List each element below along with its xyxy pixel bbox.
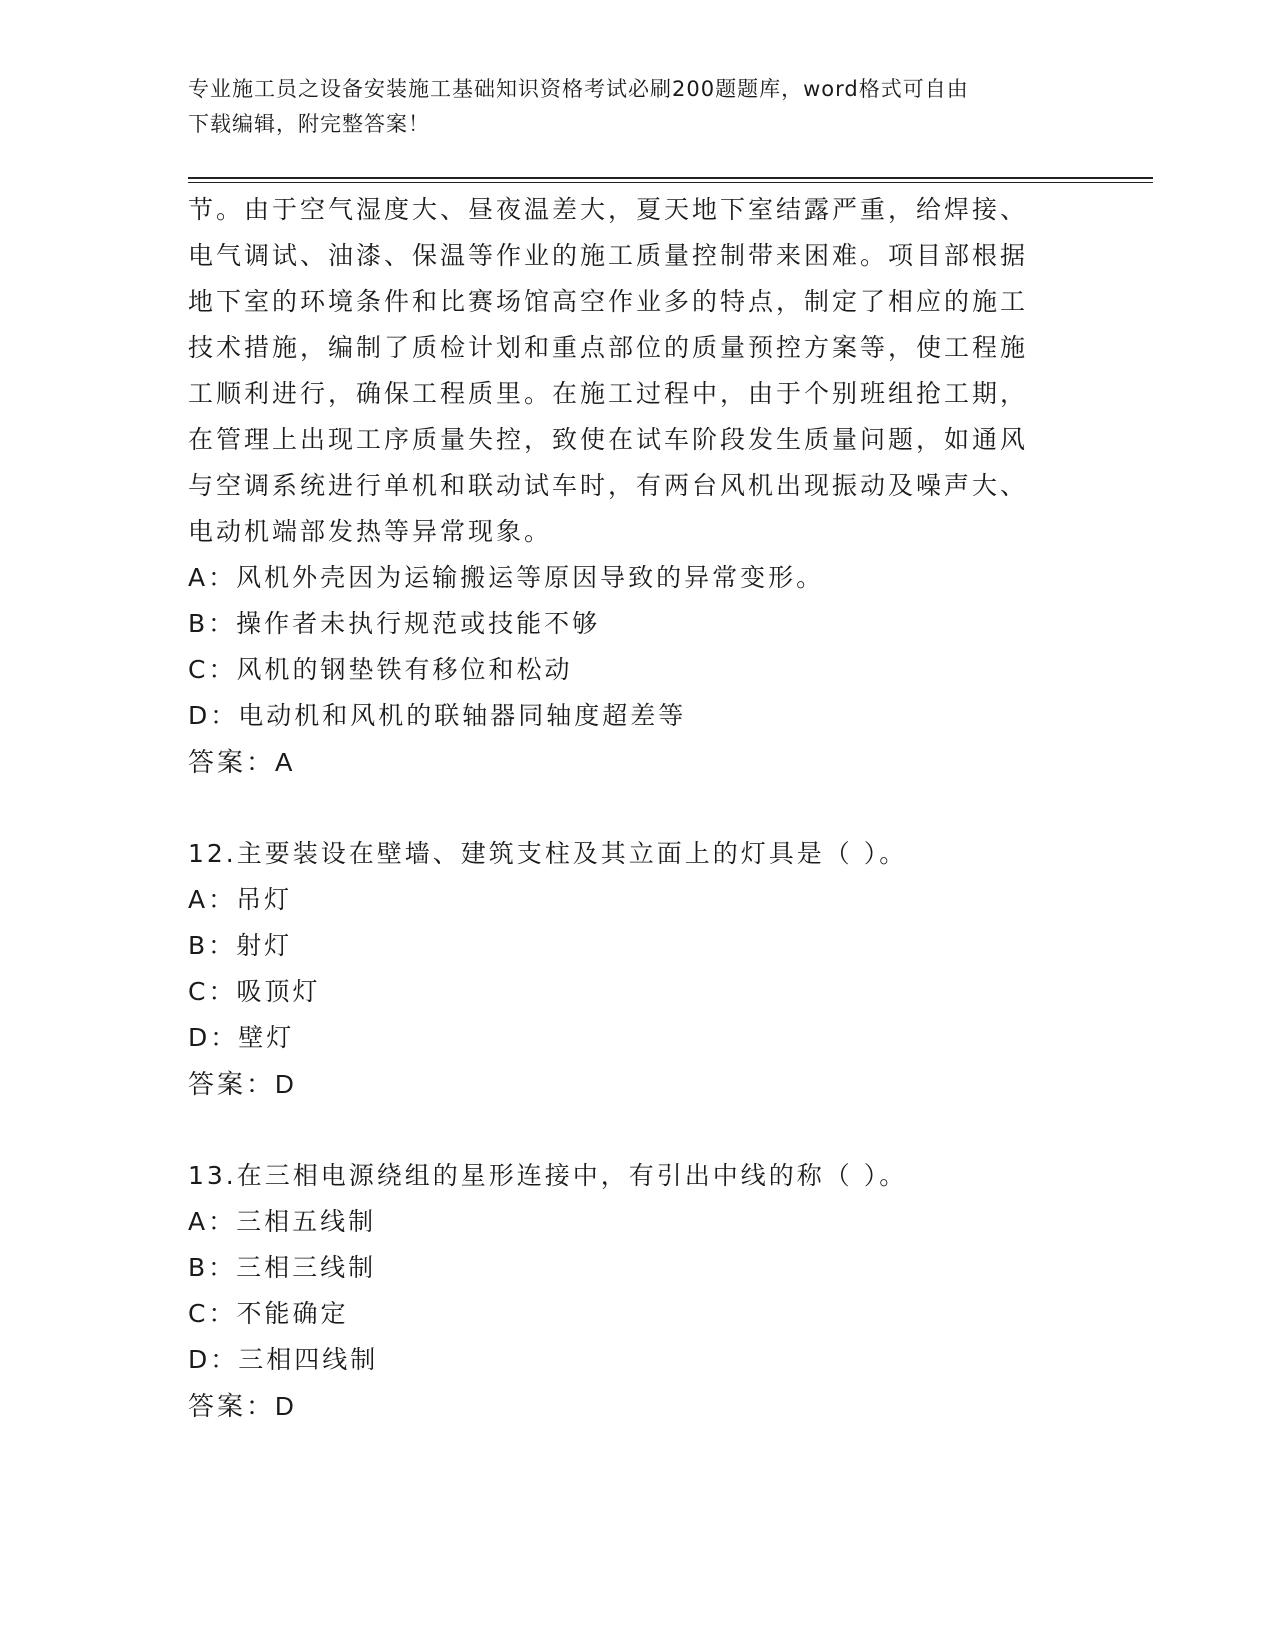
question-13-option-b: B：三相三线制 xyxy=(188,1253,377,1282)
spacer xyxy=(188,1107,1068,1153)
question-11-stem-line: 工顺利进行，确保工程质里。在施工过程中，由于个别班组抢工期， xyxy=(188,379,1029,408)
question-13-option-a: A：三相五线制 xyxy=(188,1207,377,1236)
header-line-2: 下载编辑，附完整答案！ xyxy=(188,112,430,136)
question-11-stem-line: 与空调系统进行单机和联动试车时，有两台风机出现振动及噪声大、 xyxy=(188,471,1029,500)
question-11-stem-line: 节。由于空气湿度大、昼夜温差大，夏天地下室结露严重，给焊接、 xyxy=(188,195,1029,224)
question-12-option-d: D：壁灯 xyxy=(188,1023,295,1052)
question-13-answer: 答案：D xyxy=(188,1391,297,1421)
question-12 xyxy=(188,831,1068,1107)
document-body xyxy=(188,187,1068,1429)
question-11-stem-line: 电气调试、油漆、保温等作业的施工质量控制带来困难。项目部根据 xyxy=(188,241,1029,270)
question-12-option-b: B：射灯 xyxy=(188,931,293,960)
question-11-option-a: A：风机外壳因为运输搬运等原因导致的异常变形。 xyxy=(188,563,825,592)
question-12-option-c: C：吸顶灯 xyxy=(188,977,321,1006)
question-12-option-a: A：吊灯 xyxy=(188,885,293,914)
question-12-title: 12.主要装设在壁墙、建筑支柱及其立面上的灯具是（ ）。 xyxy=(188,839,908,868)
question-13-option-d: D：三相四线制 xyxy=(188,1345,379,1374)
question-13-title: 13.在三相电源绕组的星形连接中，有引出中线的称（ ）。 xyxy=(188,1161,908,1190)
question-11-option-c: C：风机的钢垫铁有移位和松动 xyxy=(188,655,573,684)
question-11 xyxy=(188,187,1068,785)
question-11-stem-line: 在管理上出现工序质量失控，致使在试车阶段发生质量问题，如通风 xyxy=(188,425,1029,454)
header-line-1: 专业施工员之设备安装施工基础知识资格考试必刷200题题库，word格式可自由 xyxy=(188,77,969,101)
spacer xyxy=(188,785,1068,831)
question-11-stem-line: 地下室的环境条件和比赛场馆高空作业多的特点，制定了相应的施工 xyxy=(188,287,1029,316)
question-11-option-b: B：操作者未执行规范或技能不够 xyxy=(188,609,601,638)
header-rule-thick xyxy=(188,177,1153,179)
question-11-option-d: D：电动机和风机的联轴器同轴度超差等 xyxy=(188,701,687,730)
question-13 xyxy=(188,1153,1068,1429)
question-11-stem-line: 电动机端部发热等异常现象。 xyxy=(188,517,553,546)
question-12-answer: 答案：D xyxy=(188,1069,297,1099)
question-13-option-c: C：不能确定 xyxy=(188,1299,349,1328)
document-header xyxy=(188,72,1068,142)
header-rule-thin xyxy=(188,182,1153,183)
question-11-answer: 答案：A xyxy=(188,747,296,777)
question-11-stem-line: 技术措施，编制了质检计划和重点部位的质量预控方案等，使工程施 xyxy=(188,333,1029,362)
